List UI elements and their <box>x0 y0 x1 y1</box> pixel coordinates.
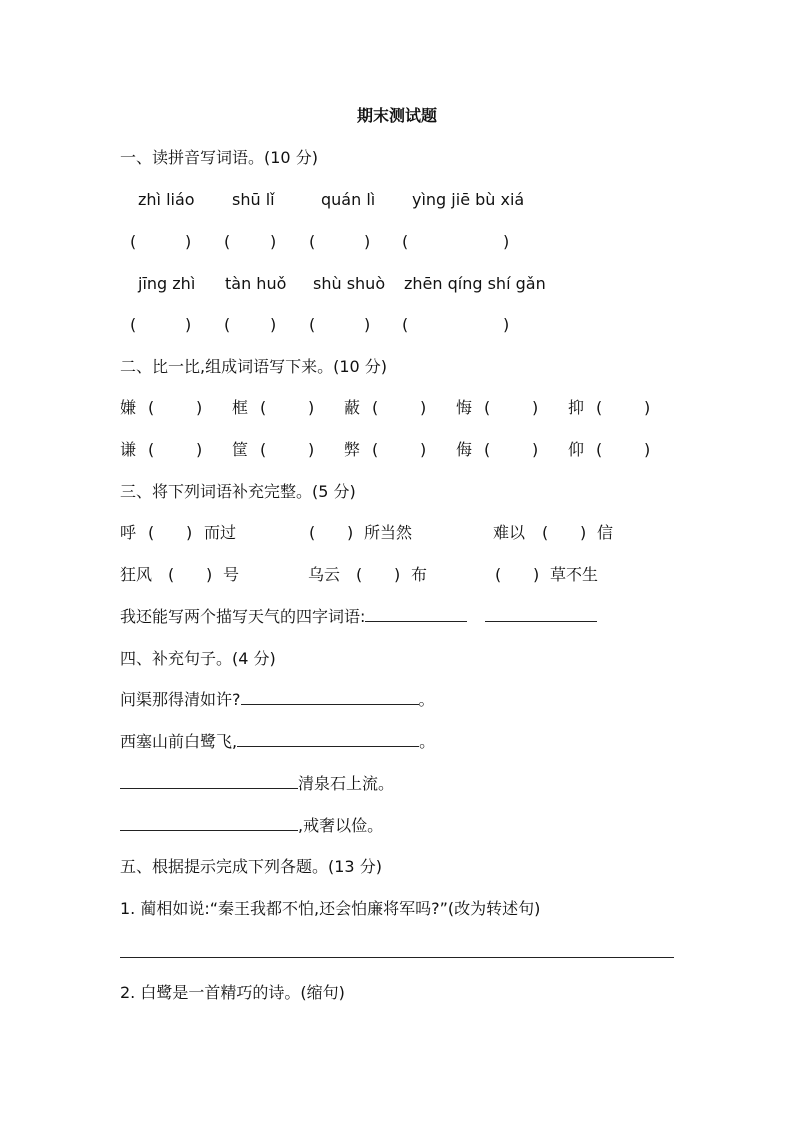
answer-line[interactable] <box>120 957 674 958</box>
close-paren: ) <box>420 440 427 459</box>
close-paren: ) <box>420 398 427 417</box>
close-paren: ) <box>186 523 193 542</box>
open-paren: ( <box>596 398 603 417</box>
pinyin-item: yìng jiē bù xiá <box>412 190 525 209</box>
idiom-suffix: 布 <box>411 565 428 584</box>
open-paren: ( <box>484 440 491 459</box>
close-paren: ) <box>503 315 510 334</box>
open-paren: ( <box>148 523 155 542</box>
sentence-line-4 <box>120 816 383 836</box>
character: 筐 <box>232 440 249 459</box>
section-5-heading: 五、根据提示完成下列各题。(13 分) <box>120 857 382 876</box>
open-paren: ( <box>224 315 231 334</box>
open-paren: ( <box>148 440 155 459</box>
open-paren: ( <box>130 315 137 334</box>
sentence-end: 。 <box>418 690 435 709</box>
open-paren: ( <box>168 565 175 584</box>
sentence-line-3 <box>120 774 394 794</box>
answer-blank[interactable] <box>365 607 467 622</box>
character: 嫌 <box>120 398 137 417</box>
open-paren: ( <box>596 440 603 459</box>
character: 框 <box>232 398 249 417</box>
sentence-text: 清泉石上流。 <box>298 774 395 793</box>
open-paren: ( <box>495 565 502 584</box>
open-paren: ( <box>148 398 155 417</box>
answer-blank[interactable] <box>120 816 298 831</box>
pinyin-item: jīng zhì <box>138 274 196 293</box>
pinyin-item: quán lì <box>321 190 376 209</box>
open-paren: ( <box>130 232 137 251</box>
close-paren: ) <box>347 523 354 542</box>
close-paren: ) <box>196 398 203 417</box>
open-paren: ( <box>260 398 267 417</box>
close-paren: ) <box>503 232 510 251</box>
close-paren: ) <box>270 232 277 251</box>
answer-blank[interactable] <box>485 607 597 622</box>
close-paren: ) <box>364 232 371 251</box>
character: 仰 <box>568 440 585 459</box>
idiom-prefix: 呼 <box>120 523 137 542</box>
section-3-heading: 三、将下列词语补充完整。(5 分) <box>120 482 356 501</box>
close-paren: ) <box>580 523 587 542</box>
section-4-heading: 四、补充句子。(4 分) <box>120 649 276 668</box>
idiom-suffix: 草不生 <box>550 565 599 584</box>
close-paren: ) <box>394 565 401 584</box>
sentence-text: ,戒奢以俭。 <box>298 816 384 835</box>
question-2: 2. 白鹭是一首精巧的诗。(缩句) <box>120 983 345 1002</box>
idiom-suffix: 而过 <box>204 523 237 542</box>
pinyin-item: shū lǐ <box>232 190 275 209</box>
pinyin-item: zhì liáo <box>138 190 195 209</box>
close-paren: ) <box>532 398 539 417</box>
close-paren: ) <box>206 565 213 584</box>
open-paren: ( <box>309 523 316 542</box>
close-paren: ) <box>308 440 315 459</box>
sentence-text: 西塞山前白鹭飞, <box>120 732 238 751</box>
open-paren: ( <box>484 398 491 417</box>
page-title: 期末测试题 <box>356 106 437 125</box>
idiom-prefix: 狂风 <box>120 565 153 584</box>
open-paren: ( <box>372 398 379 417</box>
pinyin-item: tàn huǒ <box>225 274 287 293</box>
character: 弊 <box>344 440 361 459</box>
sentence-line-1 <box>120 690 435 710</box>
question-1: 1. 蔺相如说:“秦王我都不怕,还会怕廉将军吗?”(改为转述句) <box>120 899 541 918</box>
pinyin-item: zhēn qíng shí gǎn <box>404 274 546 293</box>
open-paren: ( <box>356 565 363 584</box>
close-paren: ) <box>185 232 192 251</box>
open-paren: ( <box>372 440 379 459</box>
open-paren: ( <box>402 315 409 334</box>
idiom-suffix: 所当然 <box>364 523 413 542</box>
idiom-suffix: 号 <box>223 565 240 584</box>
idiom-prefix: 乌云 <box>308 565 341 584</box>
idiom-suffix: 信 <box>597 523 614 542</box>
character: 蔽 <box>344 398 361 417</box>
character: 悔 <box>456 398 473 417</box>
sentence-line-2 <box>120 732 435 752</box>
character: 抑 <box>568 398 585 417</box>
open-paren: ( <box>309 315 316 334</box>
close-paren: ) <box>308 398 315 417</box>
pinyin-item: shù shuò <box>313 274 386 293</box>
close-paren: ) <box>644 440 651 459</box>
answer-blank[interactable] <box>241 690 419 705</box>
sentence-text: 问渠那得清如许? <box>120 690 241 709</box>
close-paren: ) <box>533 565 540 584</box>
sentence-end: 。 <box>419 732 436 751</box>
character: 谦 <box>120 440 137 459</box>
section-1-heading: 一、读拼音写词语。(10 分) <box>120 148 318 167</box>
open-paren: ( <box>224 232 231 251</box>
close-paren: ) <box>270 315 277 334</box>
idiom-prefix: 难以 <box>493 523 526 542</box>
close-paren: ) <box>185 315 192 334</box>
weather-idiom-prompt <box>120 607 597 627</box>
character: 侮 <box>456 440 473 459</box>
open-paren: ( <box>260 440 267 459</box>
close-paren: ) <box>644 398 651 417</box>
answer-blank[interactable] <box>237 732 419 747</box>
open-paren: ( <box>542 523 549 542</box>
close-paren: ) <box>364 315 371 334</box>
answer-blank[interactable] <box>120 774 298 789</box>
open-paren: ( <box>402 232 409 251</box>
close-paren: ) <box>196 440 203 459</box>
close-paren: ) <box>532 440 539 459</box>
open-paren: ( <box>309 232 316 251</box>
section-2-heading: 二、比一比,组成词语写下来。(10 分) <box>120 357 388 376</box>
weather-idiom-label: 我还能写两个描写天气的四字词语: <box>120 607 366 626</box>
